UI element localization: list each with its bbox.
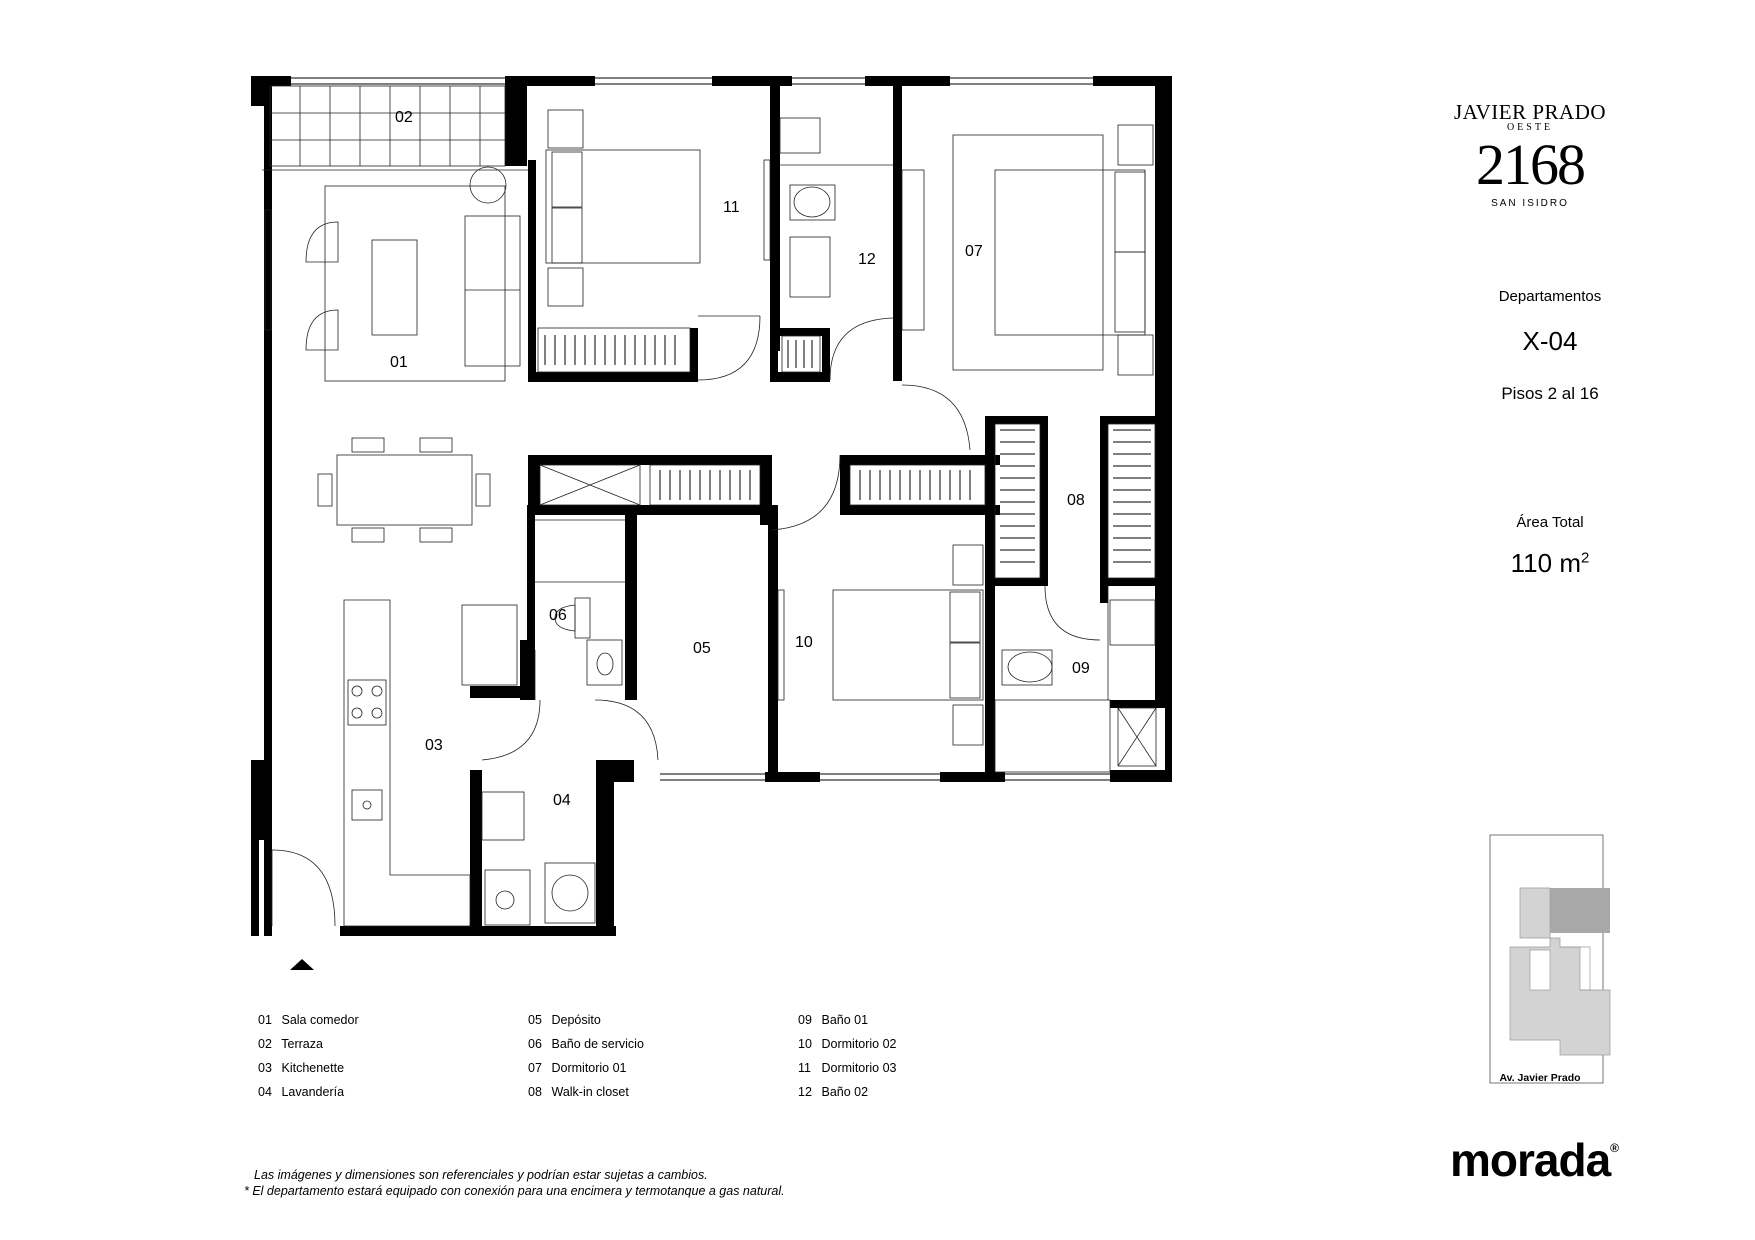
entrance-arrow-icon — [290, 959, 314, 970]
project-name: JAVIER PRADO — [1453, 100, 1607, 124]
room-label-01: 01 — [390, 354, 408, 371]
legend-item: 12 Baño 02 — [798, 1085, 869, 1099]
project-number: 2168 — [1476, 132, 1584, 197]
project-subtitle: OESTE — [1506, 122, 1554, 133]
developer-name: morada — [1450, 1134, 1611, 1186]
room-label-06: 06 — [549, 607, 567, 624]
disclaimer-line-1: Las imágenes y dimensiones son referenciales y podrían estar sujetas a cambios. — [254, 1168, 708, 1182]
room-label-08: 08 — [1067, 492, 1085, 509]
legend-item: 04 Lavandería — [258, 1085, 345, 1099]
legend-item: 05 Depósito — [528, 1013, 601, 1027]
legend-item: 10 Dormitorio 02 — [798, 1037, 897, 1051]
legend-column-3 — [798, 1008, 897, 1104]
unit-floors: Pisos 2 al 16 — [1501, 384, 1599, 403]
legend-item: 03 Kitchenette — [258, 1061, 345, 1075]
room-label-03: 03 — [425, 737, 443, 754]
room-label-07: 07 — [965, 243, 983, 260]
legend-item: 06 Baño de servicio — [528, 1037, 644, 1051]
room-label-02: 02 — [395, 109, 413, 126]
legend-item: 01 Sala comedor — [258, 1013, 359, 1027]
registered-mark: ® — [1610, 1141, 1619, 1155]
unit-category: Departamentos — [1498, 288, 1602, 305]
legend-item: 09 Baño 01 — [798, 1013, 869, 1027]
room-label-04: 04 — [553, 792, 571, 809]
area-value — [1440, 548, 1660, 579]
area-number: 110 m — [1510, 548, 1581, 578]
walls — [251, 76, 1172, 936]
legend-item: 02 Terraza — [258, 1037, 323, 1051]
area-label: Área Total — [1516, 514, 1584, 531]
room-label-11: 11 — [723, 199, 740, 216]
legend-column-1 — [258, 1008, 359, 1104]
legend-item: 08 Walk-in closet — [528, 1085, 629, 1099]
key-plan-street-label: Av. Javier Prado — [1499, 1072, 1581, 1084]
project-district: SAN ISIDRO — [1491, 198, 1569, 209]
disclaimer-line-2: * El departamento estará equipado con conexión para una encimera y termotanque a gas natural. — [244, 1184, 785, 1198]
legend-item: 07 Dormitorio 01 — [528, 1061, 627, 1075]
legend-item: 11 Dormitorio 03 — [798, 1061, 897, 1075]
key-plan — [1490, 835, 1610, 1083]
room-label-09: 09 — [1072, 660, 1090, 677]
disclaimer-notes — [244, 1167, 785, 1199]
developer-logo — [1450, 1133, 1618, 1187]
area-unit-sup: 2 — [1581, 549, 1590, 567]
legend-column-2 — [528, 1008, 644, 1104]
room-label-05: 05 — [693, 640, 711, 657]
room-label-12: 12 — [858, 251, 876, 268]
unit-code: X-04 — [1522, 326, 1578, 356]
room-label-10: 10 — [795, 634, 813, 651]
